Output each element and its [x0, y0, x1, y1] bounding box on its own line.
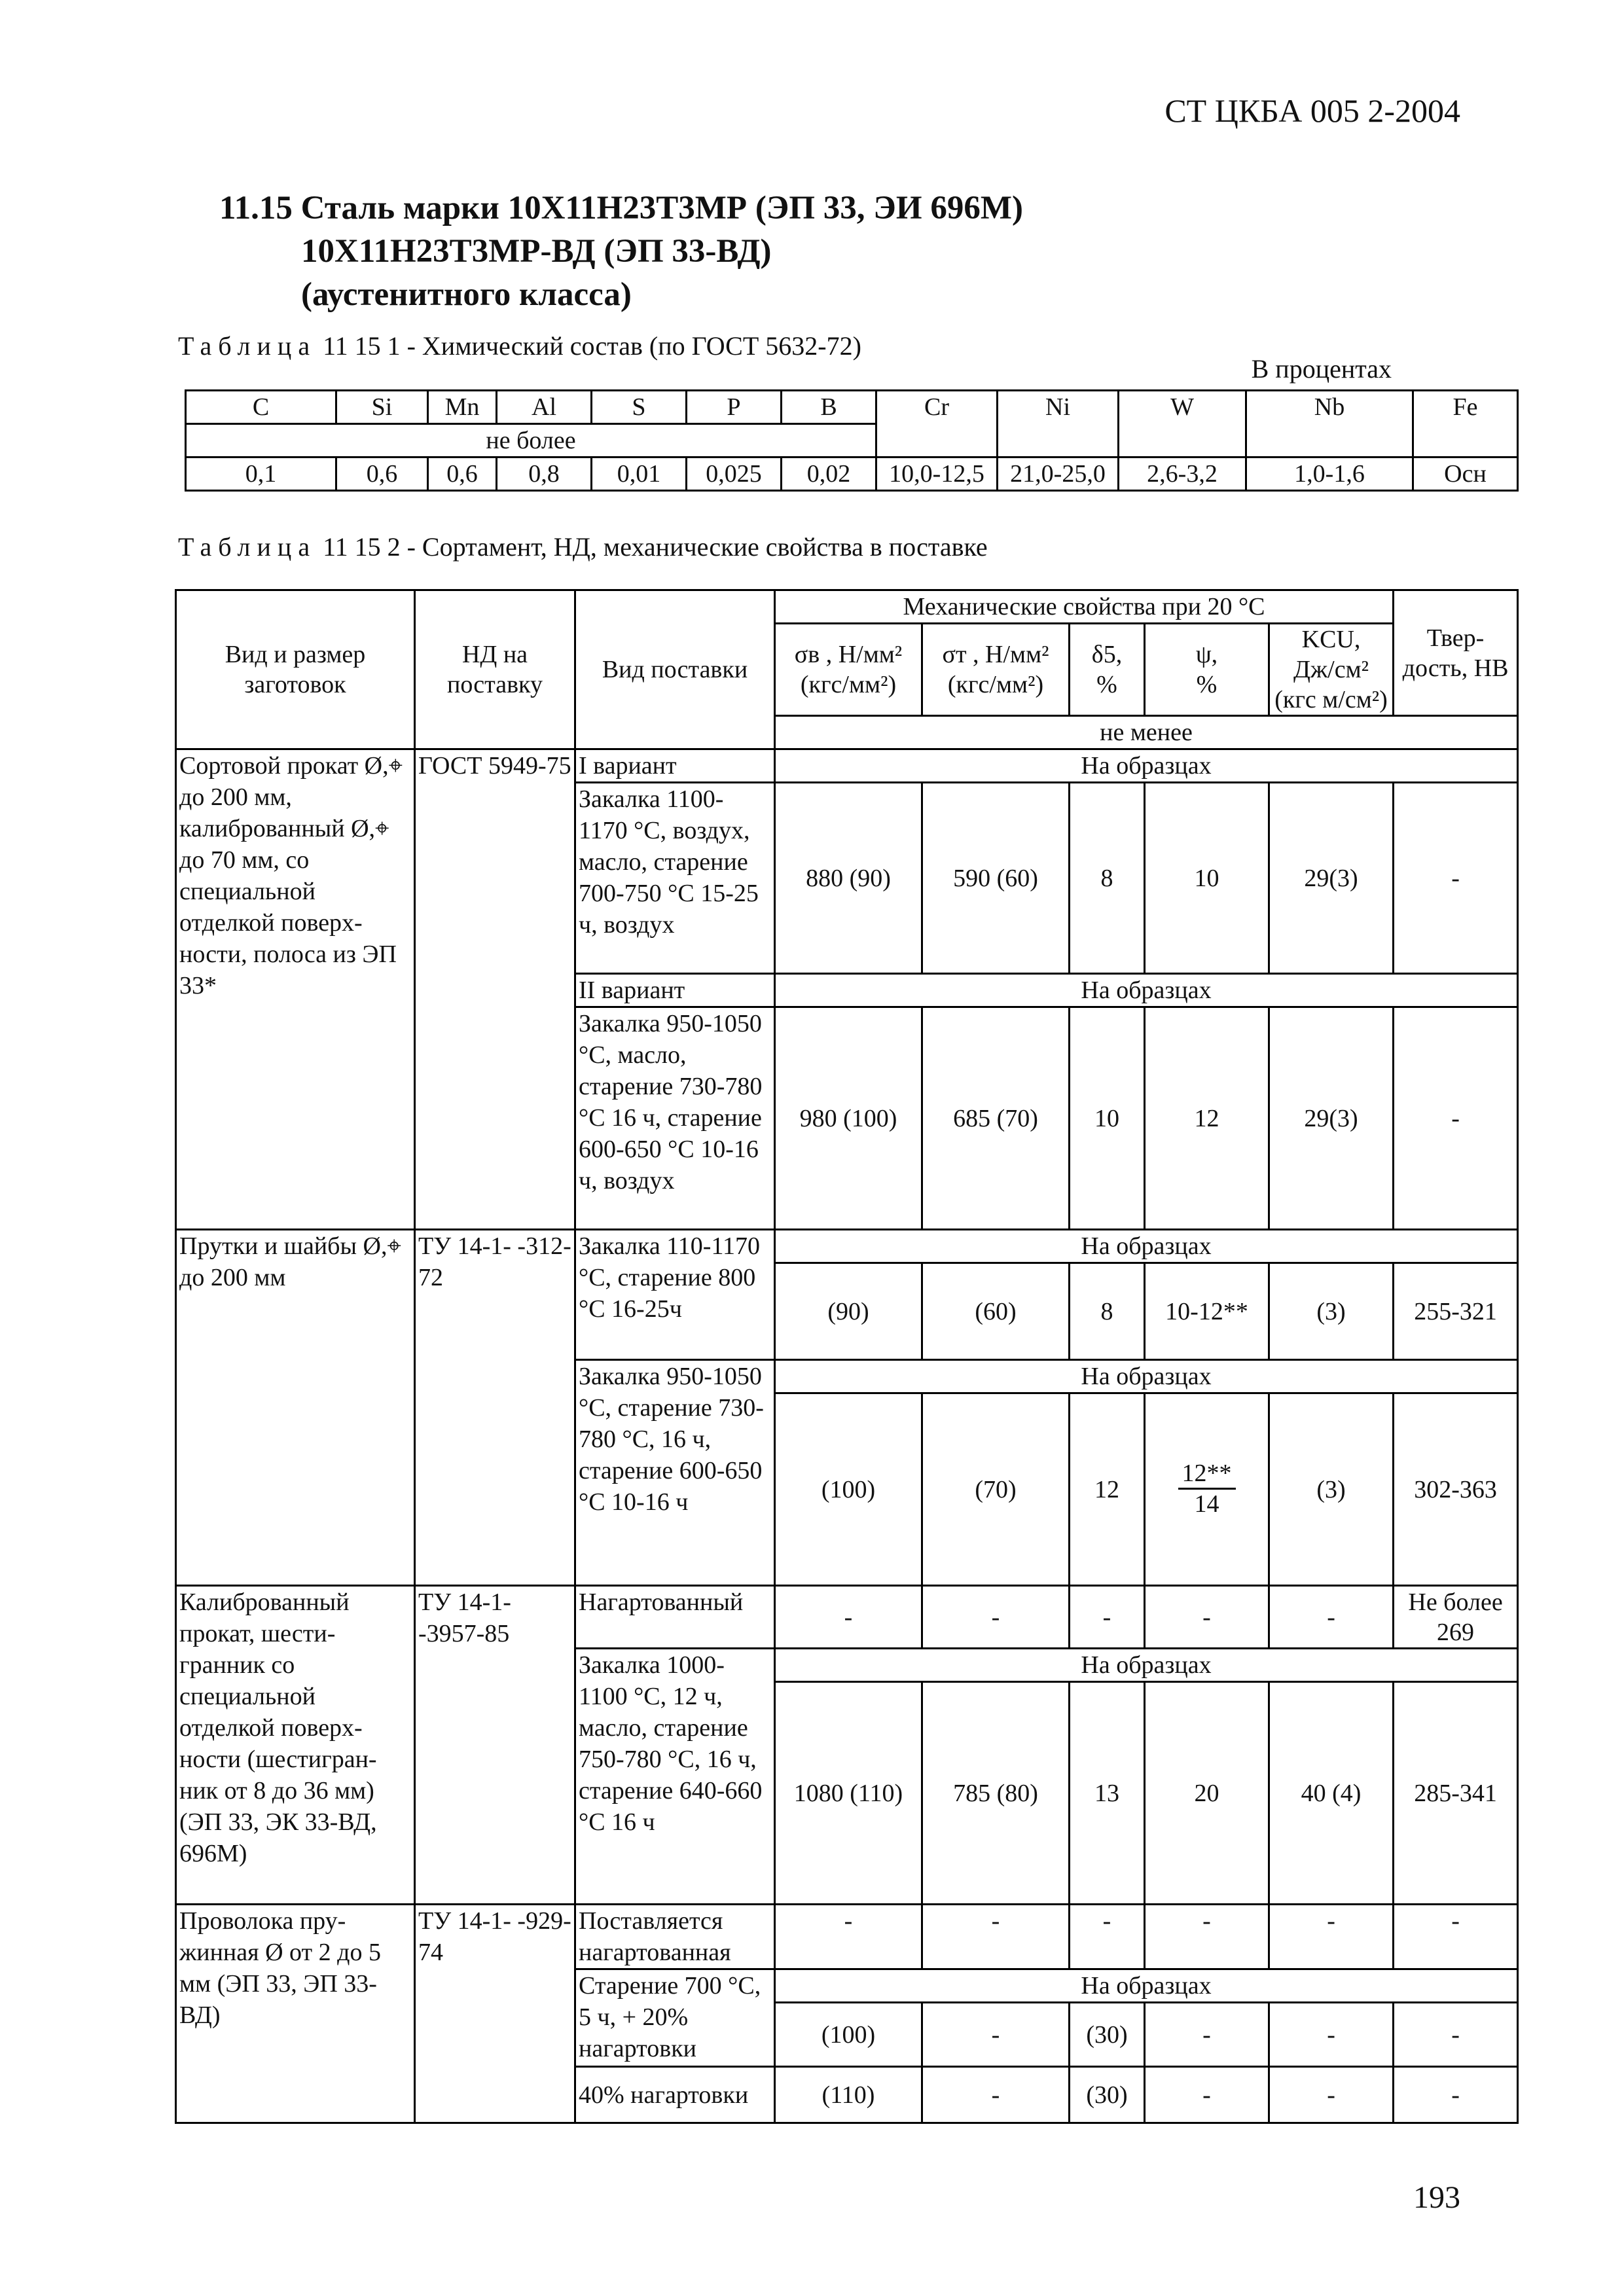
header-hardness: Твер- дость, НВ [1394, 590, 1518, 716]
on-samples-label: На образцах [775, 1230, 1518, 1263]
table1-value-cell: Осн [1413, 457, 1518, 491]
delivery-type-cell: Закалка 1000-1100 °С, 12 ч, масло, старение 750-780 °С, 16 ч, старение 640-660 °С 16 ч [575, 1649, 775, 1905]
value-cell: - [1269, 1905, 1394, 1969]
table2-caption-text: - Сортамент, НД, механические свойства в поставке [406, 532, 988, 562]
value-cell: - [1145, 1586, 1269, 1649]
table1-header-cell: B [782, 391, 876, 424]
table1-caption-word: Таблица [178, 331, 317, 361]
value-cell: 1080 (110) [775, 1682, 922, 1905]
value-cell: 10-12** [1145, 1263, 1269, 1360]
document-code: СТ ЦКБА 005 2-2004 [1164, 92, 1460, 129]
table1-value-cell: 0,02 [782, 457, 876, 491]
fraction-denominator: 14 [1194, 1490, 1219, 1518]
value-cell: 980 (100) [775, 1007, 922, 1230]
table1-header-cell: Cr [876, 391, 998, 457]
section-title [219, 187, 1023, 316]
table1-header-cell: Si [336, 391, 428, 424]
delivery-type-cell: 40% нагартовки [575, 2067, 775, 2123]
header-mechanical-properties: Механические свойства при 20 °С [775, 590, 1394, 624]
value-cell: 40 (4) [1269, 1682, 1394, 1905]
table2-caption-word: Таблица [178, 532, 317, 562]
on-samples-label: На образцах [775, 749, 1518, 783]
value-cell: 12 [1145, 1007, 1269, 1230]
header-elongation-unit: % [1096, 671, 1117, 698]
value-cell: - [922, 1586, 1070, 1649]
table1-header-cell: C [186, 391, 336, 424]
value-cell: 880 (90) [775, 783, 922, 974]
table1-value-cell: 0,01 [592, 457, 687, 491]
table1-subheader: не более [186, 424, 876, 457]
value-cell: (70) [922, 1393, 1070, 1586]
value-cell: 10 [1070, 1007, 1145, 1230]
table2-header-row [176, 590, 1518, 624]
delivery-variant-label: II вариант [575, 974, 775, 1007]
header-delivery-type: Вид поставки [575, 590, 775, 749]
table1-value-cell: 21,0-25,0 [998, 457, 1119, 491]
header-elongation [1070, 624, 1145, 716]
page-number: 193 [1413, 2180, 1460, 2215]
header-tensile-strength [775, 624, 922, 716]
value-cell: 10 [1145, 783, 1269, 974]
header-tensile-strength-label: σв , Н/мм² [794, 641, 903, 668]
delivery-type-cell: Закалка 1100-1170 °С, воздух, масло, старение 700-750 °С 15-25 ч, воздух [575, 783, 775, 974]
table1-value-cell: 0,6 [336, 457, 428, 491]
delivery-type-cell: Закалка 950-1050 °С, старение 730-780 °С, 16 ч, старение 600-650 °С 10-16 ч [575, 1360, 775, 1586]
header-tensile-strength-unit: (кгс/мм²) [800, 671, 897, 698]
blank-type-cell: Калиброванный прокат, шести- гранник со специальной отделкой поверх- ности (шестигран- ник от 8 до 36 мм) (ЭП 33, ЭК 33-ВД, 696М) [176, 1586, 415, 1905]
table-row [176, 1586, 1518, 1649]
value-cell: (100) [775, 1393, 922, 1586]
title-line-3: (аустенитного класса) [301, 276, 632, 313]
value-cell: 29(3) [1269, 783, 1394, 974]
value-cell: - [1394, 2067, 1518, 2123]
on-samples-label: На образцах [775, 1649, 1518, 1682]
header-impact-toughness [1269, 624, 1394, 716]
on-samples-label: На образцах [775, 1969, 1518, 2003]
delivery-type-cell: Старение 700 °С, 5 ч, + 20% нагартовки [575, 1969, 775, 2067]
value-cell: (100) [775, 2003, 922, 2067]
value-cell: 590 (60) [922, 783, 1070, 974]
value-cell: Не более 269 [1394, 1586, 1518, 1649]
value-cell: - [922, 1905, 1070, 1969]
table-row [176, 749, 1518, 783]
table1-values-row [186, 457, 1518, 491]
table1-value-cell: 0,8 [497, 457, 592, 491]
header-impact-toughness-unit: Дж/см² [1293, 656, 1369, 683]
table1-header-cell: W [1119, 391, 1246, 457]
value-cell: - [922, 2067, 1070, 2123]
value-cell: (3) [1269, 1393, 1394, 1586]
table1-caption-number: 11 15 1 [323, 331, 401, 361]
header-elongation-label: δ5, [1091, 641, 1123, 668]
on-samples-label: На образцах [775, 974, 1518, 1007]
header-blank-size: Вид и размер заготовок [176, 590, 415, 749]
header-yield-strength [922, 624, 1070, 716]
value-cell: - [1394, 783, 1518, 974]
header-impact-toughness-unit-alt: (кгс м/см²) [1274, 686, 1388, 713]
table-row [176, 1230, 1518, 1263]
nd-cell: ТУ 14-1- -312-72 [415, 1230, 575, 1586]
delivery-type-cell: Поставляется нагартованная [575, 1905, 775, 1969]
table1-value-cell: 1,0-1,6 [1246, 457, 1413, 491]
nd-cell: ГОСТ 5949-75 [415, 749, 575, 1230]
header-reduction-area-label: ψ, [1195, 641, 1218, 668]
table1-header-row [186, 391, 1518, 424]
table1-header-cell: S [592, 391, 687, 424]
delivery-type-cell: Закалка 110-1170 °С, старение 800 °С 16-25ч [575, 1230, 775, 1360]
chemical-composition-table [185, 389, 1519, 492]
header-yield-strength-unit: (кгс/мм²) [947, 671, 1044, 698]
value-cell: - [1070, 1586, 1145, 1649]
value-cell: - [1070, 1905, 1145, 1969]
value-cell: 8 [1070, 783, 1145, 974]
value-cell: - [1145, 1905, 1269, 1969]
value-cell: (110) [775, 2067, 922, 2123]
table1-value-cell: 10,0-12,5 [876, 457, 998, 491]
fraction-numerator: 12** [1178, 1459, 1236, 1490]
value-cell: - [1145, 2003, 1269, 2067]
assortment-mechanical-properties-table [175, 589, 1519, 2124]
header-nd: НД на поставку [415, 590, 575, 749]
table1-value-cell: 0,1 [186, 457, 336, 491]
value-cell: (60) [922, 1263, 1070, 1360]
value-cell: - [775, 1905, 922, 1969]
blank-type-cell: Сортовой прокат Ø,⌖ до 200 мм, калиброванный Ø,⌖ до 70 мм, со специальной отделкой поверх- ности, полоса из ЭП 33* [176, 749, 415, 1230]
blank-type-cell: Прутки и шайбы Ø,⌖ до 200 мм [176, 1230, 415, 1586]
value-cell: 29(3) [1269, 1007, 1394, 1230]
value-cell: 13 [1070, 1682, 1145, 1905]
delivery-type-cell: Нагартованный [575, 1586, 775, 1649]
value-cell: 255-321 [1394, 1263, 1518, 1360]
value-cell: (90) [775, 1263, 922, 1360]
value-cell: (30) [1070, 2067, 1145, 2123]
table1-caption-text: - Химический состав (по ГОСТ 5632-72) [406, 331, 861, 361]
value-cell: - [775, 1586, 922, 1649]
title-line-2: 10Х11Н23Т3МР-ВД (ЭП 33-ВД) [301, 233, 772, 270]
nd-cell: ТУ 14-1- -3957-85 [415, 1586, 575, 1905]
value-cell: - [1269, 1586, 1394, 1649]
table1-header-cell: Fe [1413, 391, 1518, 457]
table-row [176, 1905, 1518, 1969]
table1-header-cell: Mn [428, 391, 497, 424]
header-not-less: не менее [775, 716, 1518, 749]
value-cell: - [1269, 2003, 1394, 2067]
title-line-1: 11.15 Сталь марки 10Х11Н23Т3МР (ЭП 33, ЭИ 696М) [219, 190, 1023, 226]
table1-units: В процентах [1251, 354, 1392, 384]
table1-value-cell: 0,025 [687, 457, 782, 491]
delivery-variant-label: I вариант [575, 749, 775, 783]
value-cell: - [1394, 1007, 1518, 1230]
value-cell: - [1394, 1905, 1518, 1969]
value-cell: 8 [1070, 1263, 1145, 1360]
value-cell: - [922, 2003, 1070, 2067]
value-cell: - [1145, 2067, 1269, 2123]
value-cell: - [1269, 2067, 1394, 2123]
table1-header-cell: Al [497, 391, 592, 424]
on-samples-label: На образцах [775, 1360, 1518, 1393]
fraction-value-cell [1145, 1393, 1269, 1586]
delivery-type-cell: Закалка 950-1050 °С, масло, старение 730-780 °С 16 ч, старение 600-650 °С 10-16 ч, воздух [575, 1007, 775, 1230]
value-cell: 685 (70) [922, 1007, 1070, 1230]
value-cell: 12 [1070, 1393, 1145, 1586]
value-cell: (3) [1269, 1263, 1394, 1360]
table2-caption [178, 531, 988, 562]
value-cell: 302-363 [1394, 1393, 1518, 1586]
table1-header-cell: Nb [1246, 391, 1413, 457]
header-impact-toughness-label: KCU, [1301, 626, 1361, 653]
table1-value-cell: 0,6 [428, 457, 497, 491]
blank-type-cell: Проволока пру- жинная Ø от 2 до 5 мм (ЭП 33, ЭП 33-ВД) [176, 1905, 415, 2123]
table2-caption-number: 11 15 2 [323, 532, 401, 562]
table1-header-cell: Ni [998, 391, 1119, 457]
table1-value-cell: 2,6-3,2 [1119, 457, 1246, 491]
value-cell: 20 [1145, 1682, 1269, 1905]
nd-cell: ТУ 14-1- -929-74 [415, 1905, 575, 2123]
table1-header-cell: P [687, 391, 782, 424]
value-cell: 285-341 [1394, 1682, 1518, 1905]
header-yield-strength-label: σт , Н/мм² [942, 641, 1049, 668]
header-reduction-area-unit: % [1196, 671, 1218, 698]
value-cell: (30) [1070, 2003, 1145, 2067]
value-cell: - [1394, 2003, 1518, 2067]
value-cell: 785 (80) [922, 1682, 1070, 1905]
header-reduction-area [1145, 624, 1269, 716]
table1-caption [178, 331, 861, 361]
